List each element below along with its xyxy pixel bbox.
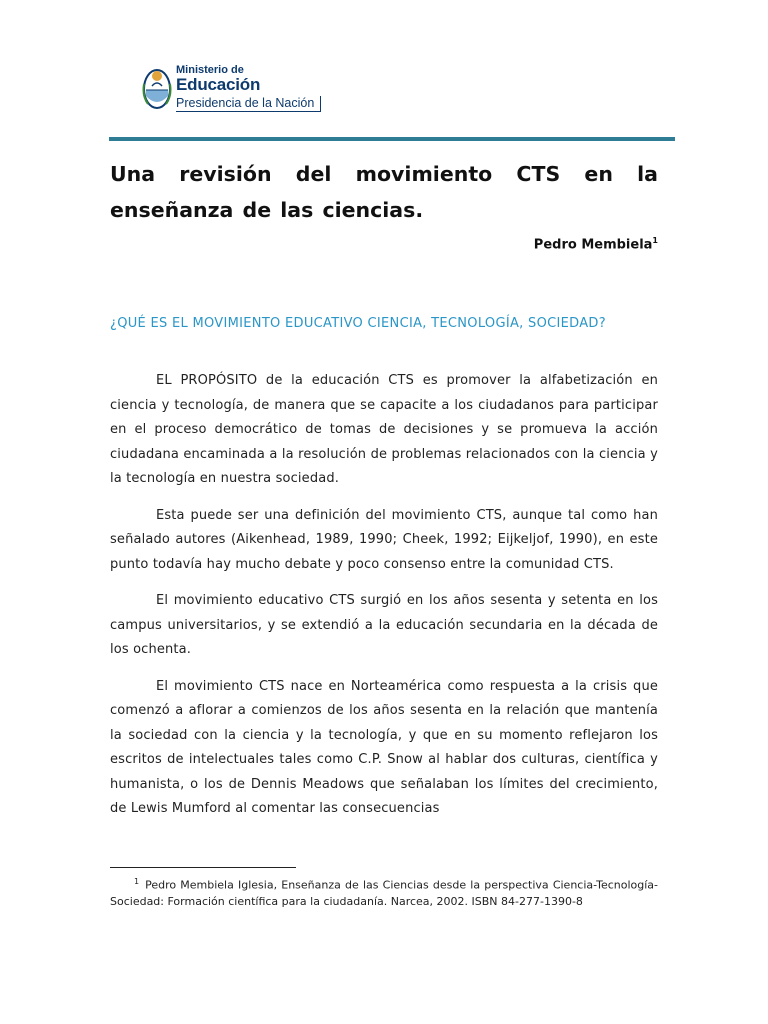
- footnote-divider: [110, 867, 296, 868]
- footnote-mark: 1: [134, 877, 140, 886]
- author-footnote-mark: 1: [652, 236, 658, 245]
- header-divider: [109, 137, 675, 141]
- argentina-seal-icon: [142, 66, 172, 112]
- section-heading: ¿QUÉ ES EL MOVIMIENTO EDUCATIVO CIENCIA, TECNOLOGÍA, SOCIEDAD?: [110, 316, 606, 331]
- paragraph: EL PROPÓSITO de la educación CTS es promover la alfabetización en ciencia y tecnología, de manera que se capacite a los ciudadanos para participar en el proceso democrático de tomas de decisiones y se promueva la acción ciudadana encaminada a la resolución de problemas relacionados con la ciencia y la tecnología en nuestra sociedad.: [110, 373, 658, 486]
- author-line: [534, 236, 658, 252]
- document-title: Una revisión del movimiento CTS en la enseñanza de las ciencias.: [110, 162, 658, 222]
- ministry-wordmark: [176, 64, 321, 112]
- author-name: Pedro Membiela: [533, 237, 653, 253]
- ministry-sub-text: Presidencia de la Nación: [176, 96, 321, 112]
- ministry-top-text: Ministerio de: [176, 64, 244, 76]
- footnote: [110, 874, 658, 910]
- paragraph: El movimiento CTS nace en Norteamérica como respuesta a la crisis que comenzó a aflorar a comienzos de los años sesenta en la relación que mantenía la sociedad con la ciencia y la tecnología, y que en su momento reflejaron los escritos de intelectuales tales como C.P. Snow al hablar dos culturas, científica y humanista, o los de Dennis Meadows que señalaban los límites del crecimiento, de Lewis Mumford al comentar las consecuencias: [110, 678, 658, 816]
- paragraph: Esta puede ser una definición del movimiento CTS, aunque tal como han señalado autores (Aikenhead, 1989, 1990; Cheek, 1992; Eijkeljof, 1990), en este punto todavía hay mucho debate y poco consenso entre la comunidad CTS.: [110, 507, 658, 572]
- paragraph: El movimiento educativo CTS surgió en los años sesenta y setenta en los campus universitarios, y se extendió a la educación secundaria en la década de los ochenta.: [110, 593, 658, 657]
- body-text: [110, 369, 658, 834]
- ministry-logo: [136, 60, 326, 120]
- ministry-main-text: Educación: [176, 75, 261, 94]
- footnote-text: Pedro Membiela Iglesia, Enseñanza de las Ciencias desde la perspectiva Ciencia-Tecnología-Sociedad: Formación científica para la ciudadanía. Narcea, 2002. ISBN 84-277-1390-8: [110, 878, 658, 908]
